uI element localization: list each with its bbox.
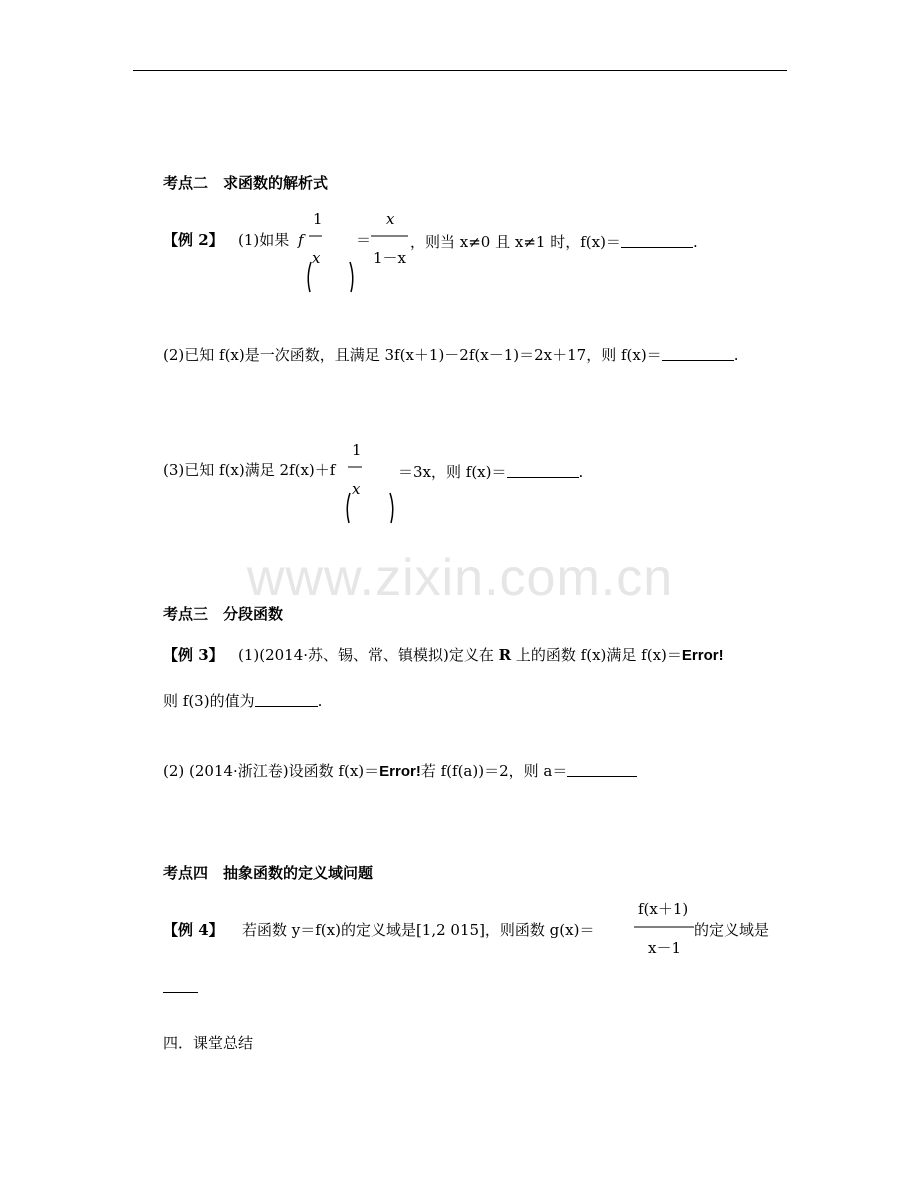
example-2-part3-denominator: x [352, 480, 361, 498]
example-2-part3-lead: (3)已知 f(x)满足 2f(x)＋f [163, 461, 336, 479]
example-2-part1-equals: ＝ [356, 231, 372, 249]
example-4-tag: 【例 4】 [163, 921, 224, 939]
example-2-part3-numerator: 1 [352, 441, 362, 459]
example-2-part1-lead: (1)如果 [238, 231, 290, 249]
example-2-part1-condition-text: ，则当 x≠0 且 x≠1 时，f(x)＝ [410, 233, 621, 251]
example-2-part1-f: f [298, 231, 304, 249]
example-4-tail: 的定义域是 [694, 921, 770, 939]
example-3-tag: 【例 3】 [163, 646, 224, 664]
error-placeholder: Error! [681, 647, 724, 664]
watermark: www.zixin.com.cn [246, 549, 674, 607]
error-placeholder: Error! [379, 763, 421, 780]
example-2-part2-end: . [733, 346, 739, 364]
example-2-part1-rhs-denominator: 1－x [373, 249, 407, 267]
example-2-part3-tail-text: ＝3x，则 f(x)＝ [398, 463, 507, 481]
real-numbers-symbol: R [498, 646, 512, 664]
example-2-part1-denominator: x [312, 249, 321, 267]
example-2-part1-end: . [692, 233, 698, 251]
example-3-part1-text-b: 上的函数 f(x)满足 f(x)＝ [511, 646, 682, 664]
example-3-part1-text-a: (1)(2014·苏、锡、常、镇模拟)定义在 [238, 646, 499, 664]
example-2-tag: 【例 2】 [163, 231, 224, 249]
example-3-part1-text-c: 则 f(3)的值为 [163, 692, 255, 710]
example-3-part1-end: . [317, 692, 323, 710]
example-4-numerator: f(x＋1) [638, 900, 689, 918]
example-2-part3-end: . [578, 463, 584, 481]
example-2-part1-rhs-numerator: x [386, 210, 395, 228]
example-3-part2-text-b: 若 f(f(a))＝2，则 a＝ [420, 762, 568, 780]
example-4-answer [163, 978, 198, 995]
example-2-part2-text: (2)已知 f(x)是一次函数，且满足 3f(x＋1)－2f(x－1)＝2x＋17，则 f(x)＝ [163, 346, 662, 364]
example-2-part1-numerator: 1 [313, 210, 323, 228]
section-heading-3: 考点三 分段函数 [163, 605, 284, 623]
summary-heading: 四．课堂总结 [163, 1034, 254, 1052]
example-4-denominator: x－1 [648, 939, 682, 957]
answer-blank[interactable] [163, 978, 198, 993]
example-4-lead: 若函数 y＝f(x)的定义域是[1,2 015]，则函数 g(x)＝ [242, 921, 595, 939]
example-3-part2-text-a: (2) (2014·浙江卷)设函数 f(x)＝ [163, 762, 380, 780]
section-heading-2: 考点二 求函数的解析式 [163, 174, 329, 192]
section-heading-4: 考点四 抽象函数的定义域问题 [163, 864, 374, 882]
